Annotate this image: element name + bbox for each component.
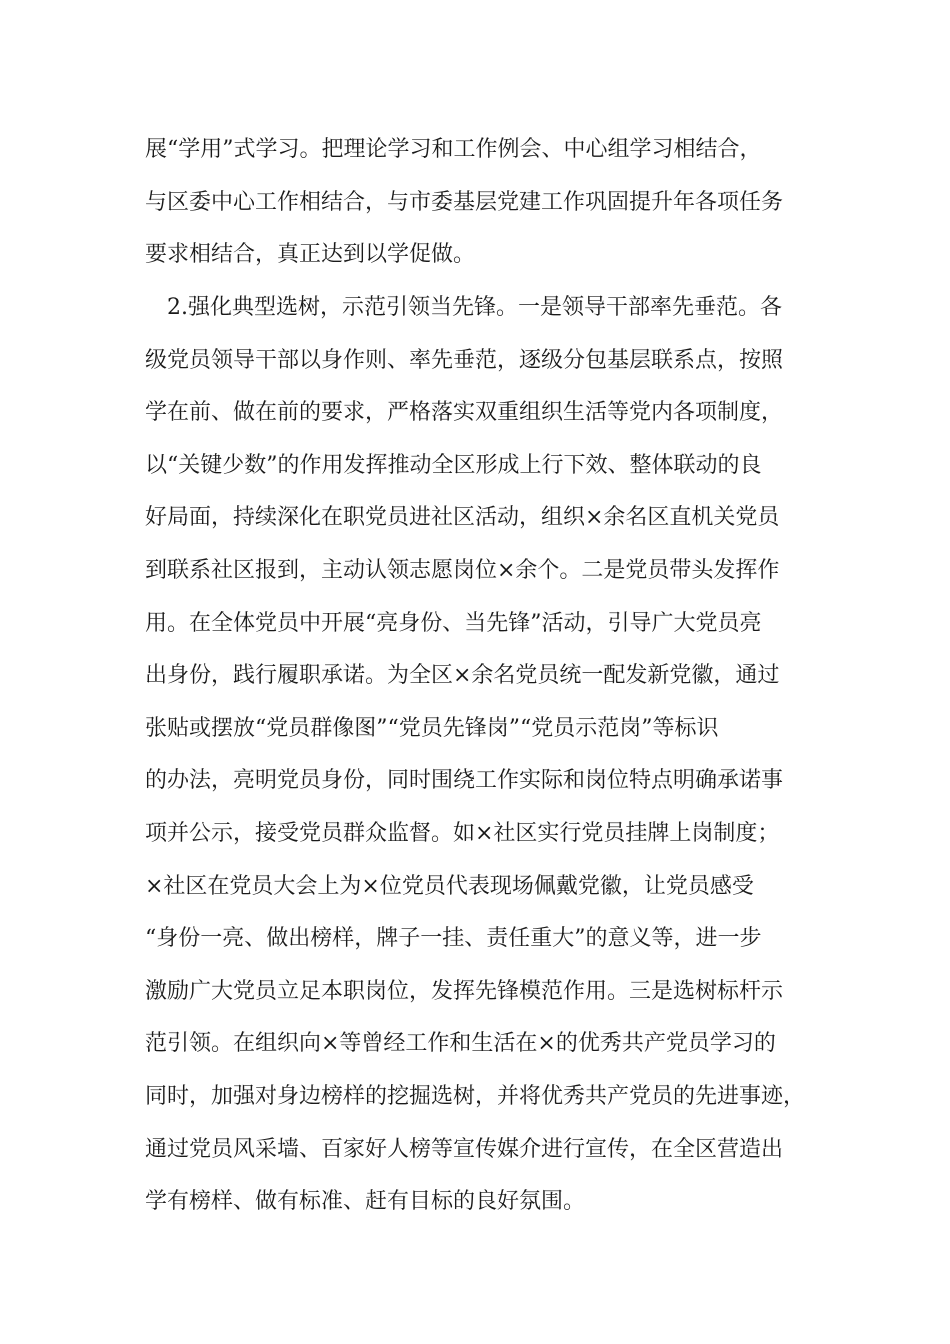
text-line: 张贴或摆放“党员群像图”“党员先锋岗”“党员示范岗”等标识 (145, 715, 719, 741)
paragraph-continuation (145, 124, 825, 282)
text-line: 激励广大党员立足本职岗位，发挥先锋模范作用。三是选树标杆示 (145, 978, 784, 1004)
text-line: ×社区在党员大会上为×位党员代表现场佩戴党徽，让党员感受 (145, 873, 754, 899)
text-line: 学在前、做在前的要求，严格落实双重组织生活等党内各项制度， (145, 400, 784, 426)
text-line: 好局面，持续深化在职党员进社区活动，组织×余名区直机关党员 (145, 505, 780, 531)
text-line: 的办法，亮明党员身份，同时围绕工作实际和岗位特点明确承诺事 (145, 768, 784, 794)
text-line: 与区委中心工作相结合，与市委基层党建工作巩固提升年各项任务 (145, 189, 784, 215)
text-line: 到联系社区报到，主动认领志愿岗位×余个。二是党员带头发挥作 (145, 557, 780, 583)
text-line: 要求相结合，真正达到以学促做。 (145, 242, 476, 268)
text-line: 学有榜样、做有标准、赶有目标的良好氛围。 (145, 1189, 586, 1215)
text-line: 同时，加强对身边榜样的挖掘选树，并将优秀共产党员的先进事迹， (145, 1083, 806, 1109)
text-line: 展“学用”式学习。把理论学习和工作例会、中心组学习相结合， (145, 137, 762, 162)
text-line: 用。在全体党员中开展“亮身份、当先锋”活动，引导广大党员亮 (145, 610, 762, 636)
text-line: 项并公示，接受党员群众监督。如×社区实行党员挂牌上岗制度； (145, 820, 780, 846)
text-line: 以“关键少数”的作用发挥推动全区形成上行下效、整体联动的良 (145, 452, 762, 478)
text-line: 范引领。在组织向×等曾经工作和生活在×的优秀共产党员学习的 (145, 1031, 776, 1057)
paragraph-typical-selection (145, 282, 825, 1229)
text-line: 出身份，践行履职承诺。为全区×余名党员统一配发新党徽，通过 (145, 663, 780, 689)
text-line: 级党员领导干部以身作则、率先垂范，逐级分包基层联系点，按照 (145, 347, 784, 373)
text-line: 2.强化典型选树，示范引领当先锋。一是领导干部率先垂范。各 (167, 295, 782, 320)
text-line: “身份一亮、做出榜样，牌子一挂、责任重大”的意义等，进一步 (145, 926, 762, 952)
text-line: 通过党员风采墙、百家好人榜等宣传媒介进行宣传，在全区营造出 (145, 1136, 784, 1162)
